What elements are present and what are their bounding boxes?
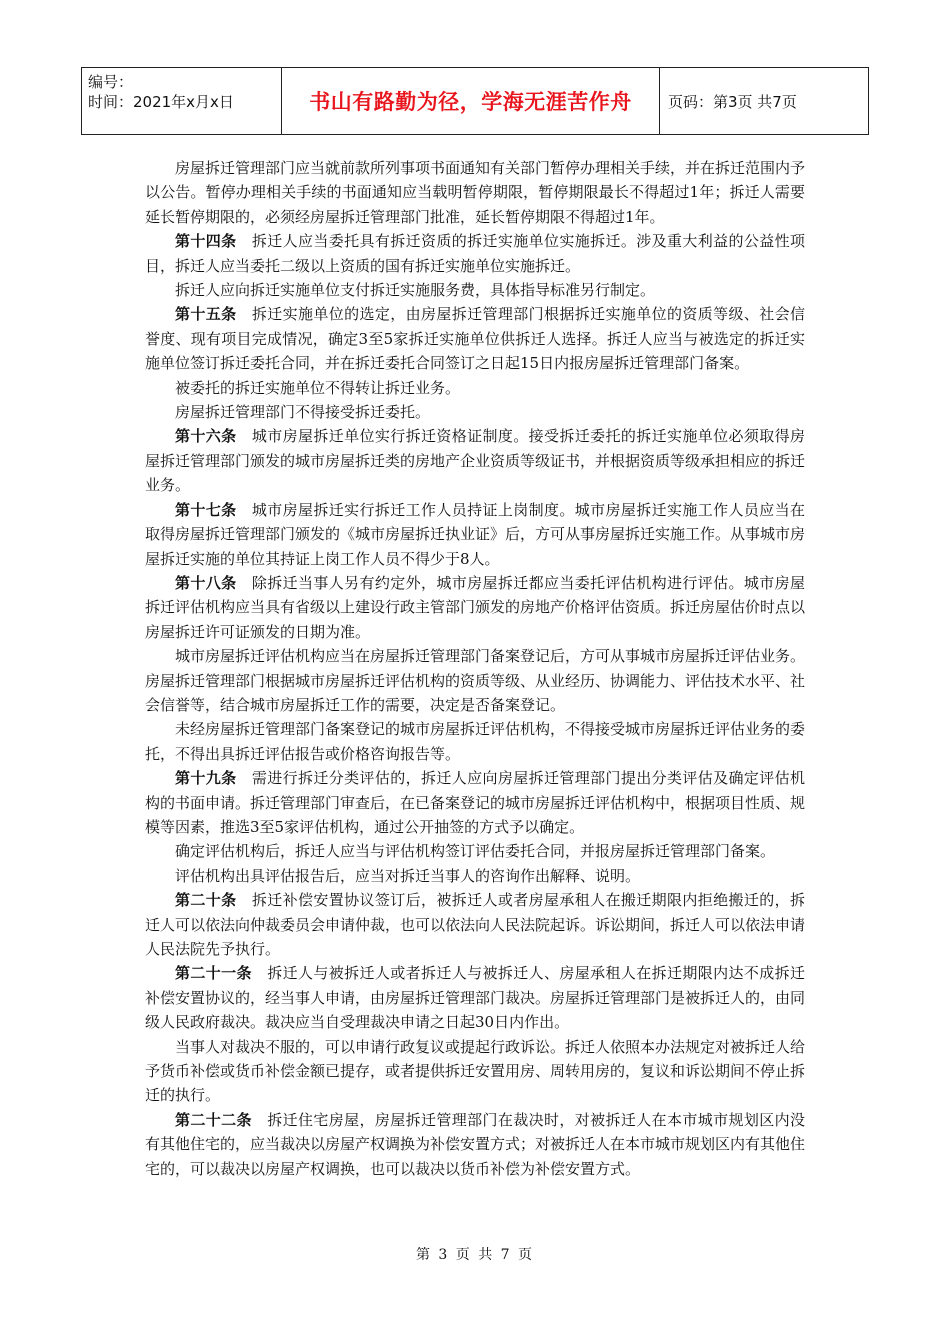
- body-paragraph: [145, 766, 805, 839]
- page-footer: 第 3 页 共 7 页: [415, 1247, 535, 1263]
- paragraph-text: 拆迁住宅房屋，房屋拆迁管理部门在裁决时，对被拆迁人在本市城市规划区内没有其他住宅的，应当裁决以房屋产权调换为补偿安置方式；对被拆迁人在本市城市规划区内有其他住宅的，可以裁决以房屋产权调换，也可以裁决以货币补偿为补偿安置方式。: [145, 1110, 806, 1178]
- header-motto-cell: [282, 68, 660, 134]
- paragraph-text: 评估机构出具评估报告后，应当对拆迁当事人的咨询作出解释、说明。: [175, 866, 641, 885]
- header-motto: 书山有路勤为径，学海无涯苦作舟: [309, 90, 632, 114]
- body-paragraph: [145, 961, 805, 1034]
- body-paragraph: [145, 644, 805, 717]
- article-heading: 第二十二条: [175, 1110, 252, 1129]
- paragraph-text: 拆迁实施单位的选定，由房屋拆迁管理部门根据拆迁实施单位的资质等级、社会信誉度、现有项目完成情况，确定3至5家拆迁实施单位供拆迁人选择。拆迁人应当与被选定的拆迁实施单位签订拆迁委托合同，并在拆迁委托合同签订之日起15日内报房屋拆迁管理部门备案。: [145, 305, 805, 373]
- body-paragraph: [145, 717, 805, 766]
- paragraph-text: 除拆迁当事人另有约定外，城市房屋拆迁都应当委托评估机构进行评估。城市房屋拆迁评估机构应当具有省级以上建设行政主管部门颁发的房地产价格评估资质。拆迁房屋估价时点以房屋拆迁许可证颁发的日期为准。: [145, 573, 806, 641]
- article-heading: 第二十一条: [175, 964, 252, 983]
- paragraph-text: 确定评估机构后，拆迁人应当与评估机构签订评估委托合同，并报房屋拆迁管理部门备案。: [175, 842, 776, 861]
- paragraph-text: 城市房屋拆迁单位实行拆迁资格证制度。接受拆迁委托的拆迁实施单位必须取得房屋拆迁管理部门颁发的城市房屋拆迁类的房地产企业资质等级证书，并根据资质等级承担相应的拆迁业务。: [145, 427, 806, 495]
- body-paragraph: [145, 1035, 805, 1108]
- document-body: [145, 156, 805, 1181]
- article-heading: 第十九条: [175, 769, 237, 788]
- article-heading: 第十七条: [175, 500, 237, 519]
- body-paragraph: [145, 839, 805, 863]
- body-paragraph: [145, 1108, 805, 1181]
- paragraph-text: 城市房屋拆迁评估机构应当在房屋拆迁管理部门备案登记后，方可从事城市房屋拆迁评估业务。房屋拆迁管理部门根据城市房屋拆迁评估机构的资质等级、从业经历、协调能力、评估技术水平、社会信誉等，结合城市房屋拆迁工作的需要，决定是否备案登记。: [145, 647, 806, 714]
- body-paragraph: [145, 571, 805, 644]
- body-paragraph: [145, 498, 805, 571]
- paragraph-text: 当事人对裁决不服的，可以申请行政复议或提起行政诉讼。拆迁人依照本办法规定对被拆迁人给予货币补偿或货币补偿金额已提存，或者提供拆迁安置用房、周转用房的，复议和诉讼期间不停止拆迁的执行。: [145, 1037, 806, 1105]
- body-paragraph: [145, 400, 805, 424]
- article-heading: 第十六条: [175, 427, 237, 446]
- body-paragraph: [145, 278, 805, 302]
- article-heading: 第十四条: [175, 232, 237, 251]
- body-paragraph: [145, 888, 805, 961]
- document-number-label: 编号：: [88, 73, 134, 91]
- article-heading: 第二十条: [175, 891, 237, 910]
- paragraph-text: 房屋拆迁管理部门应当就前款所列事项书面通知有关部门暂停办理相关手续，并在拆迁范围内予以公告。暂停办理相关手续的书面通知应当载明暂停期限，暂停期限最长不得超过1年；拆迁人需要延长暂停期限的，必须经房屋拆迁管理部门批准，延长暂停期限不得超过1年。: [145, 159, 806, 226]
- paragraph-text: 拆迁人应向拆迁实施单位支付拆迁实施服务费，具体指导标准另行制定。: [175, 281, 656, 300]
- paragraph-text: 拆迁人与被拆迁人或者拆迁人与被拆迁人、房屋承租人在拆迁期限内达不成拆迁补偿安置协议的，经当事人申请，由房屋拆迁管理部门裁决。房屋拆迁管理部门是被拆迁人的，由同级人民政府裁决。裁决应当自受理裁决申请之日起30日内作出。: [145, 964, 806, 1032]
- document-date: 时间：2021年x月x日: [88, 93, 234, 111]
- header-page-code: 页码：第3页 共7页: [668, 92, 797, 111]
- header-meta: [82, 68, 282, 134]
- paragraph-text: 拆迁人应当委托具有拆迁资质的拆迁实施单位实施拆迁。涉及重大利益的公益性项目，拆迁人应当委托二级以上资质的国有拆迁实施单位实施拆迁。: [145, 232, 805, 275]
- paragraph-text: 房屋拆迁管理部门不得接受拆迁委托。: [175, 403, 431, 422]
- body-paragraph: [145, 424, 805, 497]
- body-paragraph: [145, 302, 805, 375]
- article-heading: 第十八条: [175, 573, 237, 592]
- page-header: [81, 67, 869, 135]
- paragraph-text: 被委托的拆迁实施单位不得转让拆迁业务。: [175, 378, 461, 397]
- body-paragraph: [145, 864, 805, 888]
- body-paragraph: [145, 156, 805, 229]
- paragraph-text: 拆迁补偿安置协议签订后，被拆迁人或者房屋承租人在搬迁期限内拒绝搬迁的，拆迁人可以依法向仲裁委员会申请仲裁，也可以依法向人民法院起诉。诉讼期间，拆迁人可以依法申请人民法院先予执行。: [145, 891, 806, 958]
- paragraph-text: 城市房屋拆迁实行拆迁工作人员持证上岗制度。城市房屋拆迁实施工作人员应当在取得房屋拆迁管理部门颁发的《城市房屋拆迁执业证》后，方可从事房屋拆迁实施工作。从事城市房屋拆迁实施的单位其持证上岗工作人员不得少于8人。: [145, 500, 806, 568]
- body-paragraph: [145, 376, 805, 400]
- paragraph-text: 需进行拆迁分类评估的，拆迁人应向房屋拆迁管理部门提出分类评估及确定评估机构的书面申请。拆迁管理部门审查后，在已备案登记的城市房屋拆迁评估机构中，根据项目性质、规模等因素，推选3至5家评估机构，通过公开抽签的方式予以确定。: [145, 769, 806, 836]
- article-heading: 第十五条: [175, 305, 237, 324]
- body-paragraph: [145, 229, 805, 278]
- paragraph-text: 未经房屋拆迁管理部门备案登记的城市房屋拆迁评估机构，不得接受城市房屋拆迁评估业务的委托，不得出具拆迁评估报告或价格咨询报告等。: [145, 720, 806, 763]
